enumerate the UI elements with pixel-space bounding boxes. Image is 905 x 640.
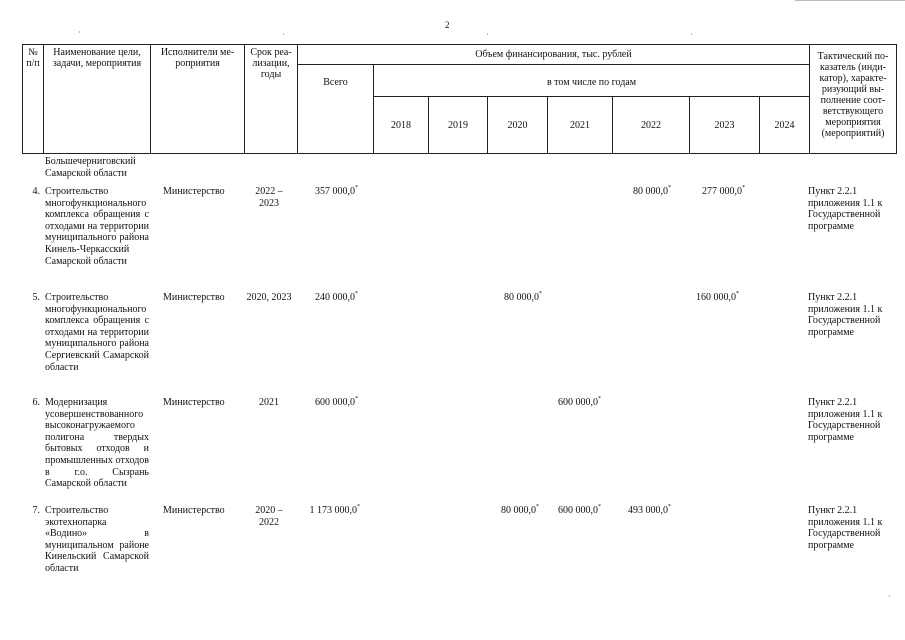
scan-speck: · [690,30,693,39]
row-number: 6. [32,397,40,408]
scan-speck: · [486,30,489,39]
scan-speck: · [78,28,81,37]
row-term: 2021 [259,397,279,408]
row-number: 7. [32,505,40,516]
row-value-2020: 80 000,0* [501,504,539,516]
row-executor: Министерство [163,397,225,408]
row-total: 357 000,0* [315,185,358,197]
table-header [22,44,897,154]
row-executor: Министерство [163,505,225,516]
header-executors: Исполнители ме-роприятия [151,45,245,154]
header-year-2023: 2023 [690,97,760,154]
header-year-2021: 2021 [548,97,613,154]
row-name: Модернизация усовершенствованного высоконагружаемого полигона твердых бытовых отходов и промышленных отходов в г.о. Сызрань Самарской области [45,397,149,490]
header-total: Всего [298,65,374,154]
row-value-2021: 600 000,0* [558,396,601,408]
row-total: 600 000,0* [315,396,358,408]
scan-speck: · [888,592,891,601]
row-indicator: Пункт 2.2.1 приложения 1.1 к Государственной программе [808,397,883,443]
row-value-2022: 80 000,0* [633,185,671,197]
header-year-2022: 2022 [613,97,690,154]
row-value-2021: 600 000,0* [558,504,601,516]
row-total: 1 173 000,0* [309,504,360,516]
row-executor: Министерство [163,186,225,197]
page-number: 2 [445,20,450,30]
row-term: 2020 – 2022 [255,505,283,528]
row-term: 2020, 2023 [246,292,292,303]
row-total: 240 000,0* [315,291,358,303]
row-value-2023: 160 000,0* [696,291,739,303]
header-year-2018: 2018 [374,97,429,154]
header-by-years: в том числе по годам [374,65,810,97]
header-year-2020: 2020 [488,97,548,154]
header-term: Срок реа-лизации, годы [245,45,298,154]
header-funding: Объем финансирования, тыс. рублей [298,45,810,65]
row-number: 5. [32,292,40,303]
header-name: Наименование цели, задачи, мероприятия [44,45,151,154]
continuation-text: Большечерниговский Самарской области [45,156,136,179]
scan-speck: · [282,30,285,39]
top-border-line [795,0,905,2]
row-value-2022: 493 000,0* [628,504,671,516]
header-year-2024: 2024 [760,97,810,154]
header-year-2019: 2019 [429,97,488,154]
row-executor: Министерство [163,292,225,303]
header-num: № п/п [23,45,44,154]
header-indicator: Тактический по-казатель (инди-катор), характе-ризующий вы-полнение соот-ветствующего мероприятия (мероприятий) [810,45,897,154]
row-term: 2022 – 2023 [255,186,283,209]
row-value-2020: 80 000,0* [504,291,542,303]
row-name: Строительство экотехнопарка «Водино» в муниципальном районе Кинельский Самарской области [45,505,149,574]
row-value-2023: 277 000,0* [702,185,745,197]
row-number: 4. [32,186,40,197]
row-name: Строительство многофункционального комплекса обращения с отходами на территории муниципального района Сергиевский Самарской области [45,292,149,373]
row-indicator: Пункт 2.2.1 приложения 1.1 к Государственной программе [808,292,883,338]
row-indicator: Пункт 2.2.1 приложения 1.1 к Государственной программе [808,186,883,232]
row-indicator: Пункт 2.2.1 приложения 1.1 к Государственной программе [808,505,883,551]
row-name: Строительство многофункционального комплекса обращения с отходами на территории муниципального района Кинель-Черкасский Самарской области [45,186,149,267]
